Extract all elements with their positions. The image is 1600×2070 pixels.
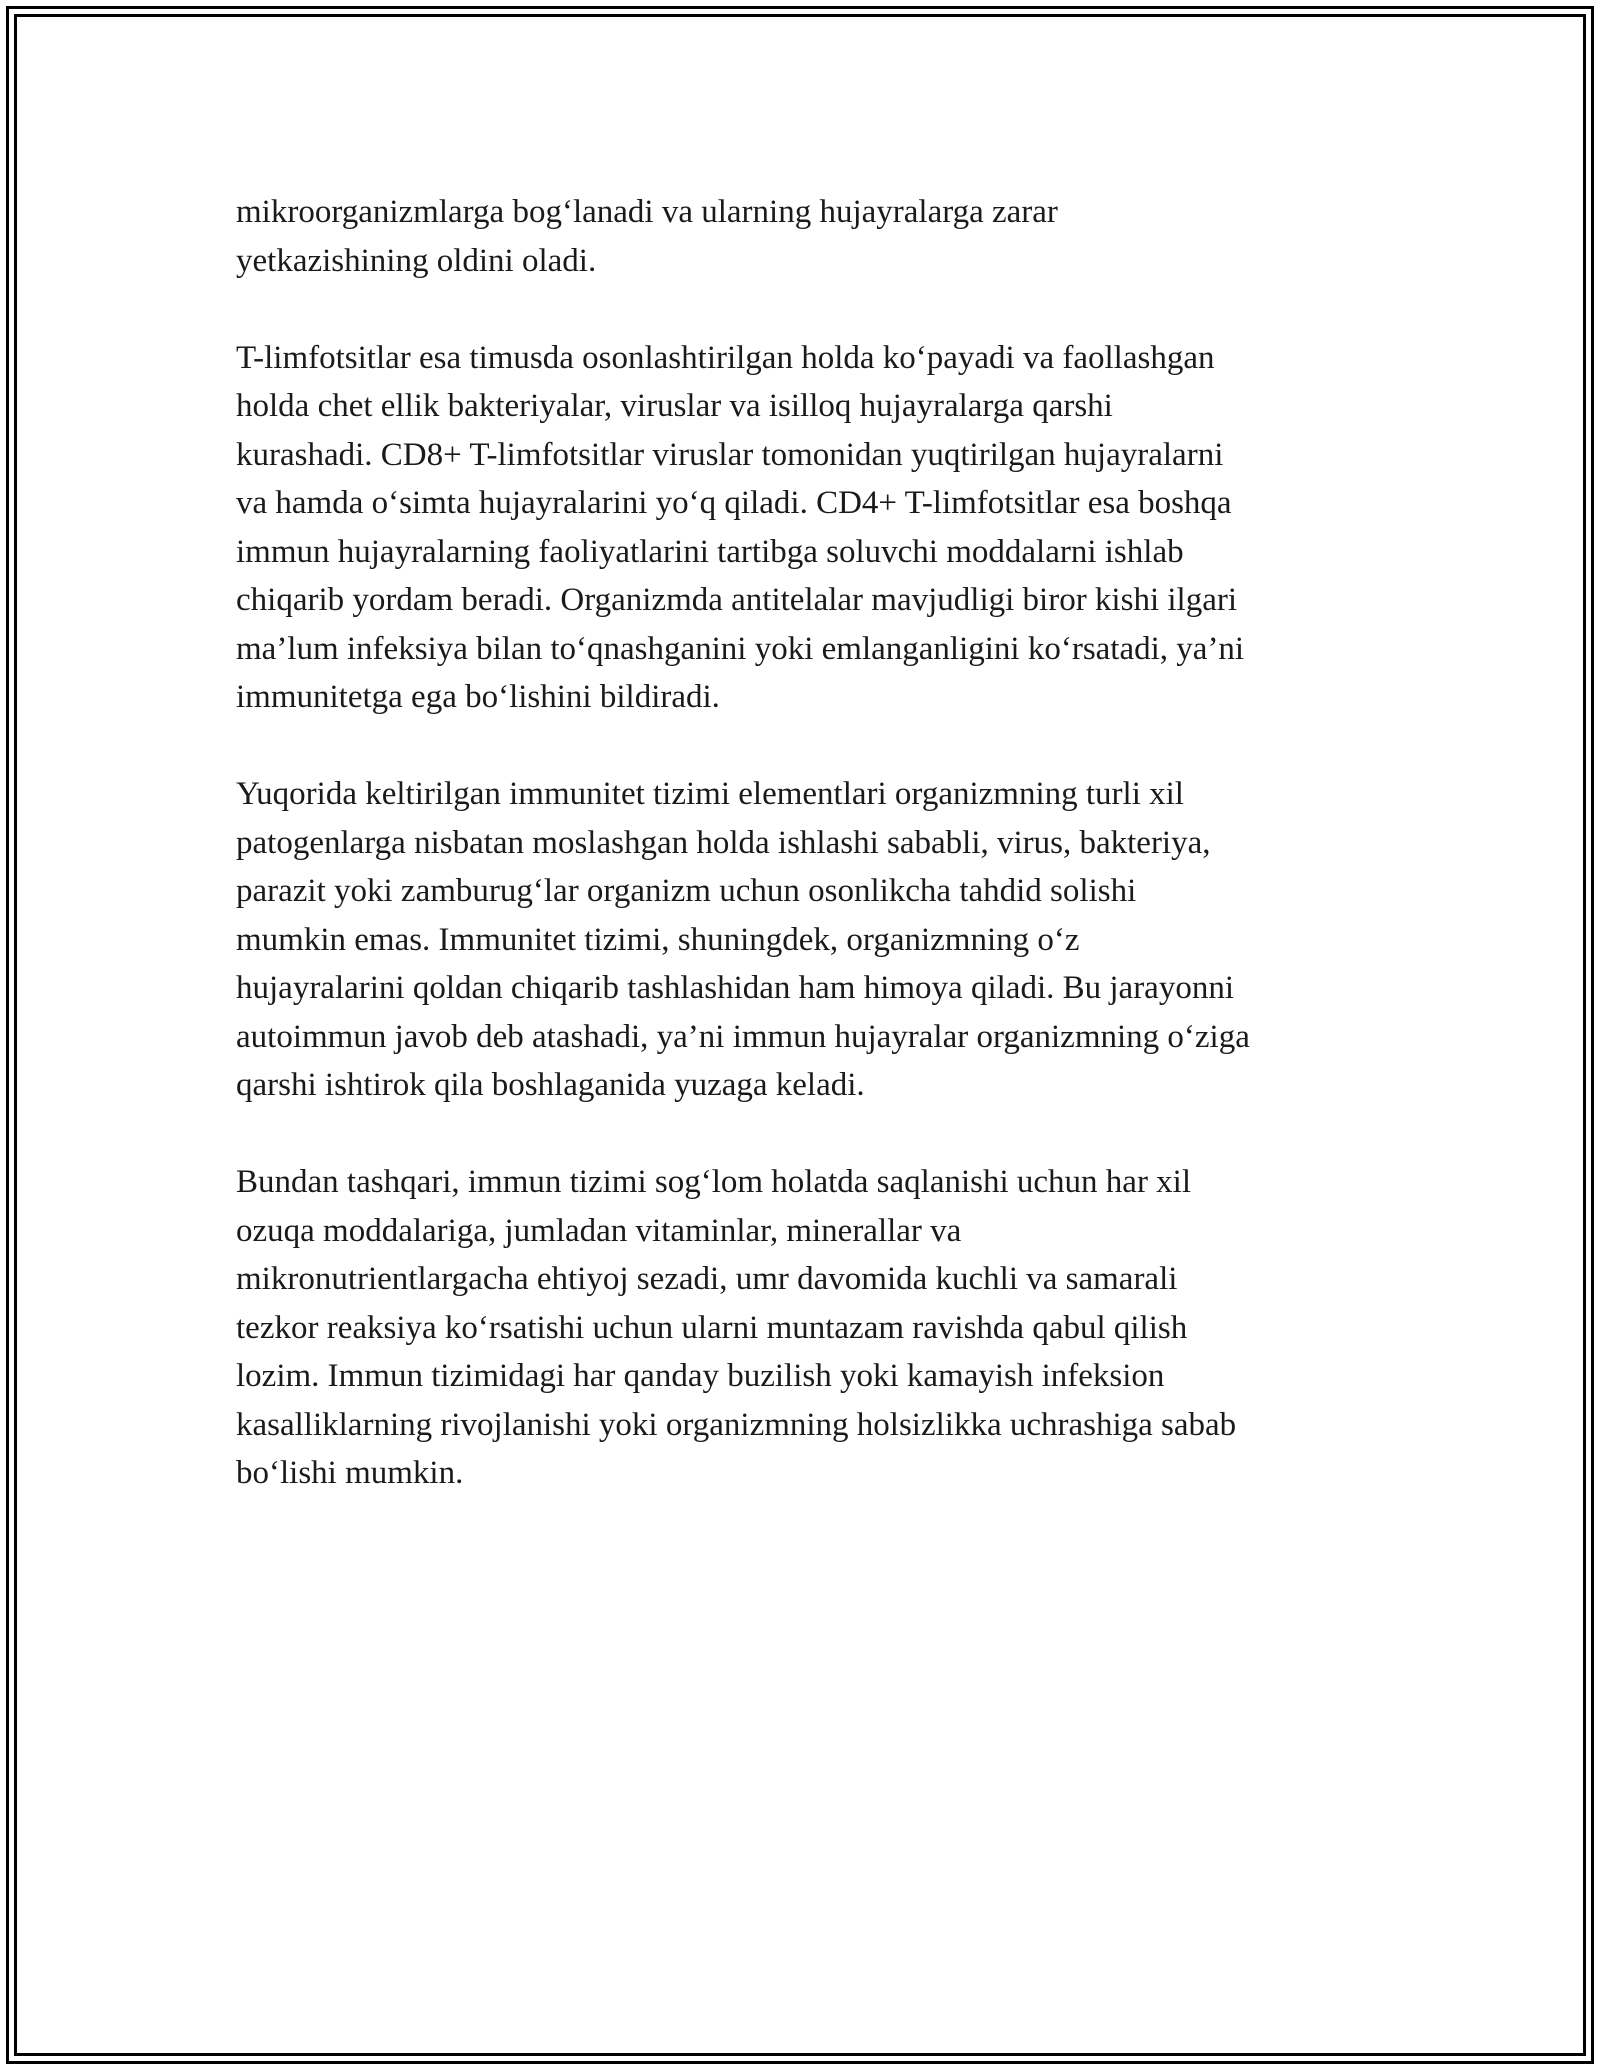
- paragraph-1: mikroorganizmlarga bog‘lanadi va ularning hujayralarga zarar yetkazishining oldini oladi.: [236, 194, 1058, 279]
- document-body: [236, 188, 1376, 1546]
- paragraph-2: T-limfotsitlar esa timusda osonlashtirilgan holda ko‘payadi va faollashgan holda chet ellik bakteriyalar, viruslar va isilloq hujayralarga qarshi kurashadi. CD8+ T-limfotsitlar viruslar tomonidan yuqtirilgan hujayralarni va hamda o‘simta hujayralarini yo‘q qiladi. CD4+ T-limfotsitlar esa boshqa immun hujayralarning faoliyatlarini tartibga soluvchi moddalarni ishlab chiqarib yordam beradi. Organizmda antitelalar mavjudligi biror kishi ilgari ma’lum infeksiya bilan to‘qnashganini yoki emlanganligini ko‘rsatadi, ya’ni immunitetga ega bo‘lishini bildiradi.: [236, 339, 1245, 715]
- paragraph-3: Yuqorida keltirilgan immunitet tizimi elementlari organizmning turli xil patogenlarga nisbatan moslashgan holda ishlashi sababli, virus, bakteriya, parazit yoki zamburug‘lar organizm uchun osonlikcha tahdid solishi mumkin emas. Immunitet tizimi, shuningdek, organizmning o‘z hujayralarini qoldan chiqarib tashlashidan ham himoya qiladi. Bu jarayonni autoimmun javob deb atashadi, ya’ni immun hujayralar organizmning o‘ziga qarshi ishtirok qila boshlaganida yuzaga keladi.: [236, 776, 1250, 1103]
- paragraph-4: Bundan tashqari, immun tizimi sog‘lom holatda saqlanishi uchun har xil ozuqa moddalariga, jumladan vitaminlar, minerallar va mikronutrientlargacha ehtiyoj sezadi, umr davomida kuchli va samarali tezkor reaksiya ko‘rsatishi uchun ularni muntazam ravishda qabul qilish lozim. Immun tizimidagi har qanday buzilish yoki kamayish infeksion kasalliklarning rivojlanishi yoki organizmning holsizlikka uchrashiga sabab bo‘lishi mumkin.: [236, 1164, 1237, 1491]
